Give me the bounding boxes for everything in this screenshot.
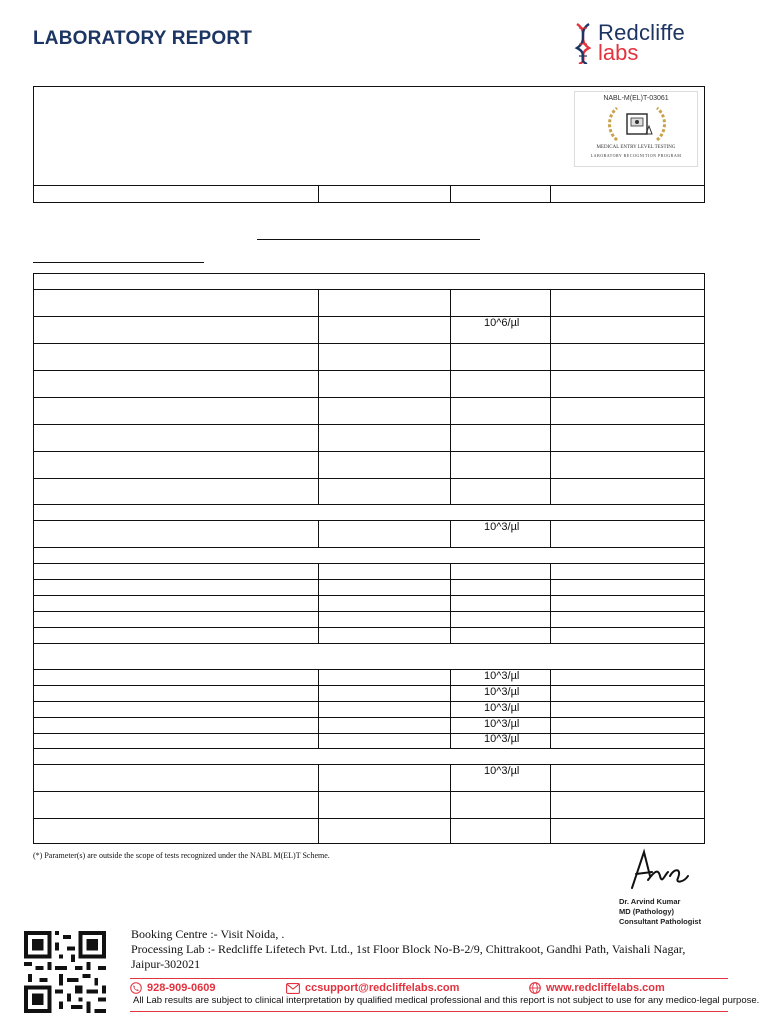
nabl-badge xyxy=(574,91,698,167)
phone-contact xyxy=(130,982,216,994)
section-header-row xyxy=(34,547,704,563)
unit-label: 10^3/µl xyxy=(484,718,520,730)
table-row xyxy=(34,563,704,579)
table-row xyxy=(34,343,704,370)
signature-icon xyxy=(612,846,692,896)
brand-logo xyxy=(574,20,714,66)
signatory-designation: Consultant Pathologist xyxy=(619,917,702,926)
qr-code-icon xyxy=(24,931,106,1013)
unit-label: 10^3/µl xyxy=(484,686,520,698)
table-row xyxy=(34,818,704,843)
disclaimer-text: All Lab results are subject to clinical interpretation by qualified medical professional and this report is not subject to use for any medico-legal purpose. xyxy=(133,995,760,1006)
table-row xyxy=(34,595,704,611)
nabl-program-line1: MEDICAL ENTRY LEVEL TESTING xyxy=(596,145,676,150)
nabl-emblem-icon xyxy=(605,104,669,144)
table-row xyxy=(34,274,704,289)
phone-number: 928-909-0609 xyxy=(147,982,216,994)
contact-bar xyxy=(130,978,728,995)
table-row xyxy=(34,791,704,818)
website-contact xyxy=(529,982,665,994)
unit-label: 10^3/µl xyxy=(484,702,520,714)
section-header-row xyxy=(34,748,704,764)
brand-name: Redcliffe xyxy=(598,20,685,45)
section-header-row xyxy=(34,504,704,520)
table-row xyxy=(34,685,704,701)
nabl-scope-footnote: (*) Parameter(s) are outside the scope of tests recognized under the NABL M(EL)T Scheme. xyxy=(33,851,330,860)
table-row xyxy=(34,478,704,504)
processing-lab-city: Jaipur-302021 xyxy=(131,957,201,971)
table-row xyxy=(34,397,704,424)
signatory-block xyxy=(619,897,701,927)
patient-info-box xyxy=(33,86,705,203)
footer-divider xyxy=(130,1011,728,1012)
nabl-code: NABL-M(EL)T-03061 xyxy=(603,95,669,102)
dna-icon xyxy=(574,22,592,64)
table-row xyxy=(34,717,704,733)
section-header-row xyxy=(34,643,704,669)
table-row xyxy=(34,370,704,397)
email-contact xyxy=(286,982,459,994)
test-name-underline xyxy=(257,239,480,240)
department-underline xyxy=(33,262,204,263)
table-row xyxy=(34,669,704,685)
patient-info-cell xyxy=(551,186,704,203)
nabl-program-line2: LABORATORY RECOGNITION PROGRAM xyxy=(590,153,682,158)
mail-icon xyxy=(286,983,300,994)
brand-sub: labs xyxy=(598,40,639,65)
globe-icon xyxy=(529,982,541,994)
unit-label: 10^6/µl xyxy=(484,317,520,329)
table-row xyxy=(34,733,704,748)
table-row xyxy=(34,764,704,791)
unit-label: 10^3/µl xyxy=(484,521,520,533)
table-row xyxy=(34,316,704,343)
table-row xyxy=(34,627,704,643)
results-table xyxy=(33,273,705,844)
page-title: LABORATORY REPORT xyxy=(33,28,253,49)
table-row xyxy=(34,289,704,316)
table-row xyxy=(34,701,704,717)
patient-info-cell xyxy=(319,186,451,203)
table-row xyxy=(34,611,704,627)
website-url: www.redcliffelabs.com xyxy=(546,982,665,994)
patient-info-cell xyxy=(34,186,319,203)
unit-label: 10^3/µl xyxy=(484,765,520,777)
unit-label: 10^3/µl xyxy=(484,733,520,745)
unit-label: 10^3/µl xyxy=(484,670,520,682)
signatory-name: Dr. Arvind Kumar xyxy=(619,897,681,906)
table-row xyxy=(34,424,704,451)
table-row xyxy=(34,579,704,595)
processing-lab: Processing Lab :- Redcliffe Lifetech Pvt. Ltd., 1st Floor Block No-B-2/9, Chittrakoot, Gandhi Path, Vaishali Nagar, xyxy=(131,942,686,956)
signatory-qualification: MD (Pathology) xyxy=(619,907,674,916)
email-address: ccsupport@redcliffelabs.com xyxy=(305,982,460,994)
phone-icon xyxy=(130,982,142,994)
booking-centre: Booking Centre :- Visit Noida, . xyxy=(131,927,285,941)
table-row xyxy=(34,451,704,478)
patient-info-row xyxy=(34,185,704,202)
table-row xyxy=(34,520,704,547)
patient-info-cell xyxy=(451,186,551,203)
